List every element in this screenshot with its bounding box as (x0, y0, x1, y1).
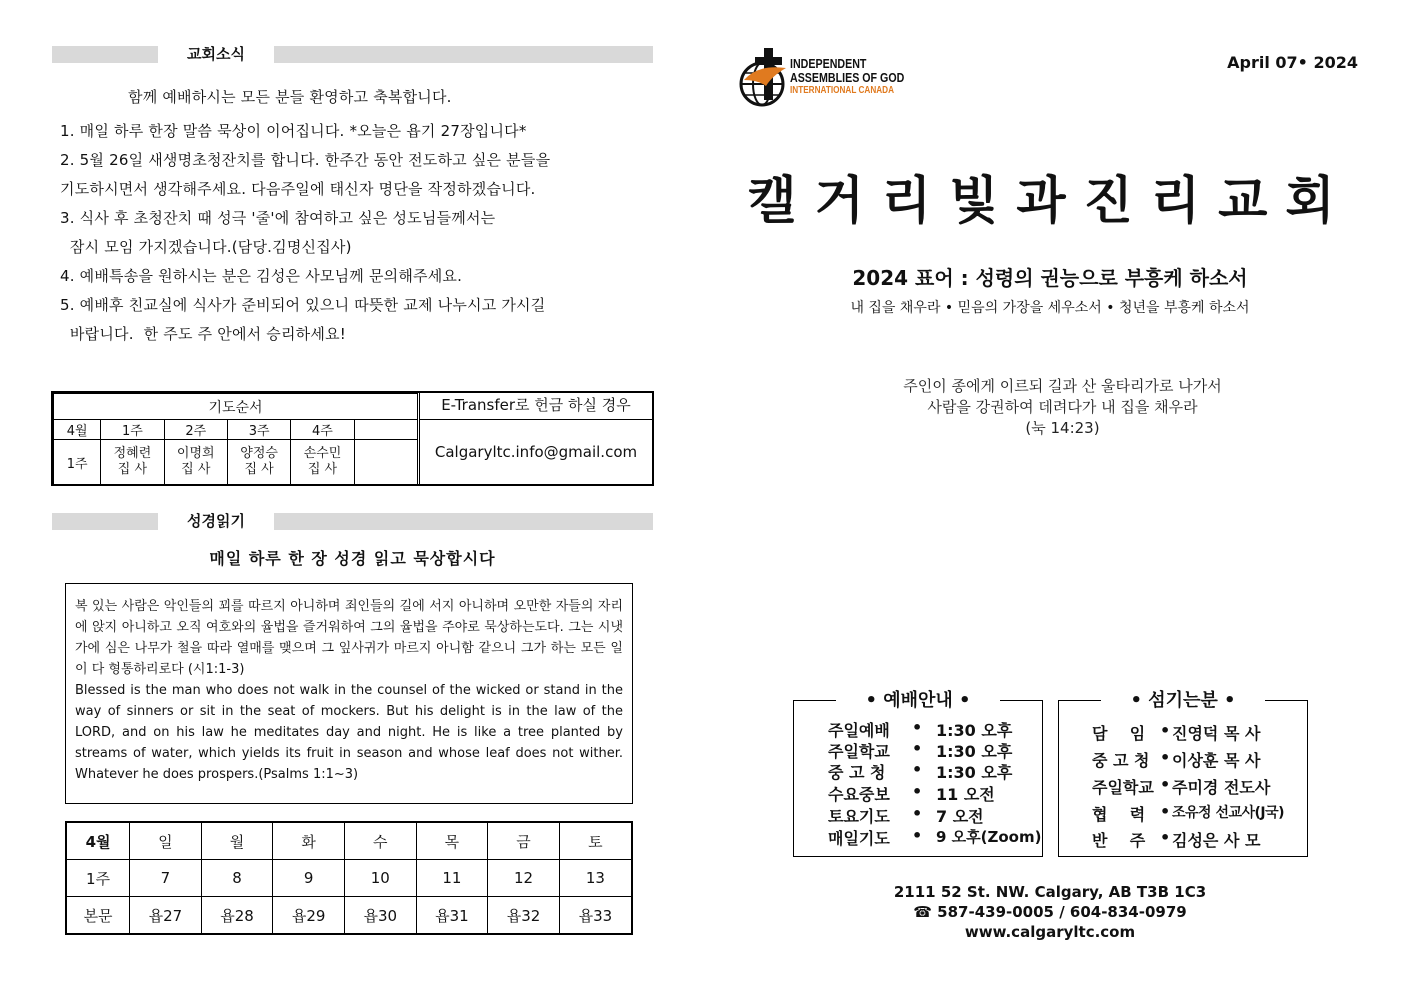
servant-role: 담 임 (1092, 724, 1146, 743)
servant-name: 조유정 선교사(J국) (1172, 805, 1285, 821)
news-section-bar (52, 46, 653, 63)
logo-line-3: INTERNATIONAL CANADA (790, 85, 895, 96)
table-cell: 수 (344, 822, 416, 860)
bulletin-date: April 07• 2024 (1227, 53, 1358, 72)
prayer-cell (101, 440, 164, 485)
prayer-name: 양정승 (240, 446, 278, 461)
table-cell: 욥27 (130, 897, 202, 935)
table-cell: 욥28 (201, 897, 273, 935)
prayer-week-4: 4주 (291, 420, 354, 440)
bullet: • (1160, 775, 1171, 794)
service-time: 1:30 오후 (936, 763, 1013, 782)
reading-section-title: 성경읽기 (158, 511, 274, 531)
notice-line-2: 2. 5월 26일 새생명초청잔치를 합니다. 한주간 동안 전도하고 싶은 분들을 (60, 151, 551, 169)
table-cell: 13 (559, 860, 632, 897)
table-cell: 욥33 (559, 897, 632, 935)
bible-verse-english: Blessed is the man who does not walk in the counsel of the wicked or stand in the way of sinners or sit in the seat of mockers. But his delight is in the law of the LORD, and on his law he meditates day and night. He is like a tree planted by streams of water, which yields its fruit in season and whose leaf does not wither. Whatever he does prospers.(Psalms 1:1~3) (75, 683, 623, 782)
prayer-cell (291, 440, 354, 485)
service-name: 수요중보 (828, 785, 890, 804)
news-section-title: 교회소식 (158, 44, 274, 64)
service-name: 매일기도 (828, 829, 890, 848)
table-cell: 본문 (66, 897, 130, 935)
table-row (66, 860, 632, 897)
etransfer-email[interactable]: Calgaryltc.info@gmail.com (434, 443, 638, 461)
table-cell: 월 (201, 822, 273, 860)
prayer-title: 집 사 (244, 462, 274, 477)
bible-verse-box (65, 583, 633, 804)
contact-block (740, 882, 1360, 942)
service-info-title: • 예배안내 • (865, 690, 971, 711)
bullet: • (1160, 828, 1171, 847)
etransfer-header: E-Transfer로 헌금 하실 경우 (420, 393, 652, 420)
notice-line-3: 기도하시면서 생각해주세요. 다음주일에 태신자 명단을 작정하겠습니다. (60, 180, 536, 198)
prayer-row-label: 1주 (54, 440, 101, 485)
prayer-title: 집 사 (181, 462, 211, 477)
bible-verse-korean: 복 있는 사람은 악인들의 꾀를 따르지 아니하며 죄인들의 길에 서지 아니하며 오만한 자들의 자리에 앉지 아니하고 오직 여호와의 율법을 즐거워하여 그의 율법을 주야로 묵상하는도다. 그는 시냇가에 심은 나무가 철을 따라 열매를 맺으며 그 잎사귀가 마르지 아니함 같으니 그가 하는 모든 일이 다 형통하리로다 (시1:1-3) (75, 599, 623, 677)
bullet: • (912, 760, 923, 779)
prayer-cell (354, 440, 417, 485)
table-cell: 12 (488, 860, 560, 897)
bullet: • (1160, 748, 1171, 767)
table-cell: 토 (559, 822, 632, 860)
table-cell: 일 (130, 822, 202, 860)
table-cell: 화 (273, 822, 345, 860)
scripture-ref: (눅 14:23) (1025, 419, 1100, 437)
prayer-week-1: 1주 (101, 420, 164, 440)
servant-role: 주일학교 (1092, 778, 1154, 797)
logo-line-1: INDEPENDENT (790, 56, 867, 71)
table-cell: 목 (416, 822, 488, 860)
service-time: 7 오전 (936, 807, 984, 826)
church-logo-icon (738, 46, 794, 108)
scripture-line-2: 사람을 강권하여 데려다가 내 집을 채우라 (927, 398, 1198, 416)
servant-role: 협 력 (1092, 805, 1146, 824)
prayer-header: 기도순서 (54, 394, 418, 420)
notice-line-6: 4. 예배특송을 원하시는 분은 김성은 사모님께 문의해주세요. (60, 267, 463, 285)
servant-name: 김성은 사 모 (1172, 831, 1261, 850)
service-name: 주일예배 (828, 721, 890, 740)
table-cell: 9 (273, 860, 345, 897)
notice-line-8: 바랍니다. 한 주도 주 안에서 승리하세요! (60, 325, 346, 343)
prayer-table (53, 393, 418, 485)
table-cell: 4월 (66, 822, 130, 860)
table-cell: 8 (201, 860, 273, 897)
bullet: • (912, 718, 923, 737)
bullet: • (912, 826, 923, 845)
table-cell: 욥29 (273, 897, 345, 935)
servant-name: 주미경 전도사 (1172, 778, 1271, 797)
notice-line-1: 1. 매일 하루 한장 말씀 묵상이 이어집니다. *오늘은 욥기 27장입니다* (60, 122, 527, 140)
church-website[interactable]: www.calgaryltc.com (964, 923, 1136, 941)
table-cell: 금 (488, 822, 560, 860)
table-cell: 욥32 (488, 897, 560, 935)
service-time: 1:30 오후 (936, 742, 1013, 761)
bullet: • (1160, 721, 1171, 740)
church-phone: ☎ 587-439-0005 / 604-834-0979 (913, 903, 1187, 921)
table-cell: 욥30 (344, 897, 416, 935)
prayer-name: 이명희 (176, 446, 215, 461)
prayer-cell (227, 440, 290, 485)
service-name: 주일학교 (828, 742, 890, 761)
notice-line-4: 3. 식사 후 초청잔치 때 성극 '줄'에 참여하고 싶은 성도님들께서는 (60, 209, 496, 227)
notice-line-5: 잠시 모임 가지겠습니다.(담당.김명신집사) (60, 238, 352, 256)
table-cell: 7 (130, 860, 202, 897)
church-address: 2111 52 St. NW. Calgary, AB T3B 1C3 (893, 883, 1207, 901)
table-row (66, 822, 632, 860)
servant-name: 이상훈 목 사 (1172, 751, 1261, 770)
bullet: • (1160, 802, 1171, 821)
bullet: • (912, 739, 923, 758)
prayer-title: 집 사 (307, 462, 338, 477)
prayer-name: 손수민 (303, 446, 342, 461)
service-time: 9 오후(Zoom) (936, 828, 1042, 846)
scripture-line-1: 주인이 종에게 이르되 길과 산 울타리가로 나가서 (903, 377, 1222, 395)
table-cell: 11 (416, 860, 488, 897)
table-row (66, 897, 632, 935)
service-name: 토요기도 (828, 807, 890, 826)
notice-line-7: 5. 예배후 친교실에 식사가 준비되어 있으니 따뜻한 교제 나누시고 가시길 (60, 296, 546, 314)
table-cell: 1주 (66, 860, 130, 897)
prayer-cell (164, 440, 227, 485)
welcome-text: 함께 예배하시는 모든 분들 환영하고 축복합니다. (128, 88, 452, 106)
prayer-name: 정혜련 (113, 446, 152, 461)
logo-text (790, 57, 904, 96)
prayer-week-2: 2주 (164, 420, 227, 440)
servant-role: 반 주 (1092, 831, 1146, 850)
prayer-week-3: 3주 (227, 420, 290, 440)
logo-line-2: ASSEMBLIES OF GOD (790, 70, 905, 85)
service-name: 중 고 청 (828, 763, 886, 782)
servants-title: • 섬기는분 • (1130, 690, 1236, 711)
servant-role: 중 고 청 (1092, 751, 1150, 770)
bullet: • (912, 782, 923, 801)
church-name: 캘거리빛과진리교회 (747, 172, 1353, 231)
service-time: 1:30 오후 (936, 721, 1013, 740)
servant-name: 진영덕 목 사 (1172, 724, 1261, 743)
reading-section-bar (52, 513, 653, 530)
bullet: • (912, 804, 923, 823)
service-time: 11 오전 (936, 785, 995, 804)
prayer-week-5 (354, 420, 417, 440)
reading-schedule-table (65, 821, 633, 935)
scripture-quote (740, 376, 1385, 439)
motto-title: 2024 표어 : 성령의 권능으로 부흥케 하소서 (852, 266, 1248, 290)
prayer-title: 집 사 (117, 462, 148, 477)
table-cell: 욥31 (416, 897, 488, 935)
prayer-month: 4월 (54, 420, 101, 440)
table-cell: 10 (344, 860, 416, 897)
motto-subtitle: 내 집을 채우라 • 믿음의 가장을 세우소서 • 청년을 부흥케 하소서 (850, 300, 1250, 316)
reading-subtitle: 매일 하루 한 장 성경 읽고 묵상합시다 (209, 549, 496, 568)
